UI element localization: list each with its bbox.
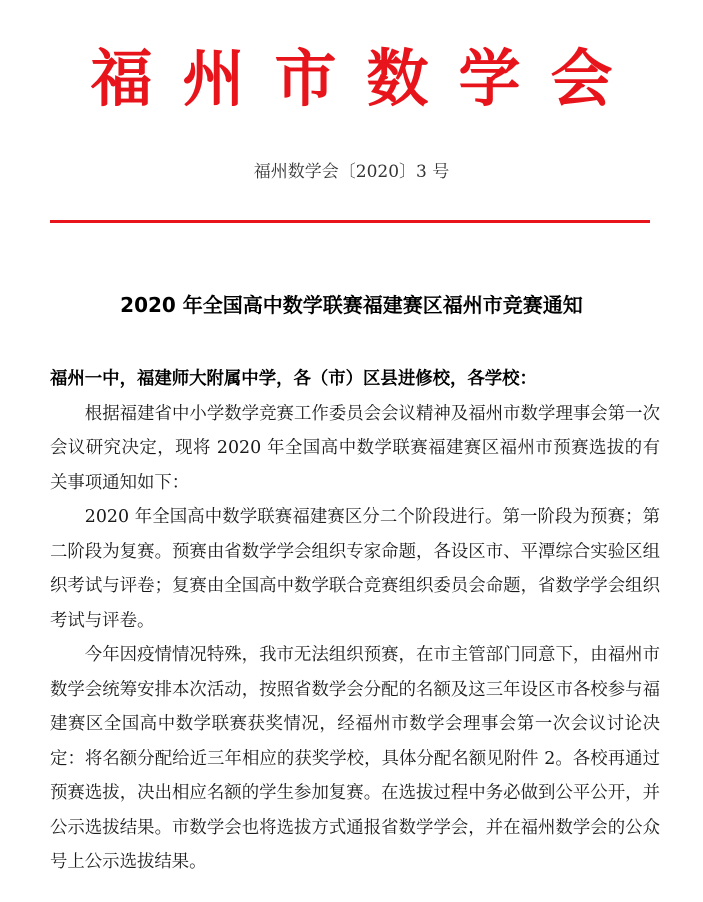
notice-body [50,362,660,880]
addressee-line: 福州一中，福建师大附属中学，各（市）区县进修校，各学校： [50,369,537,389]
org-letterhead: 福州市数学会 [90,42,643,115]
notice-title: 2020 年全国高中数学联赛福建赛区福州市竞赛通知 [120,293,583,317]
letterhead-divider [50,220,650,223]
body-paragraph-2: 2020 年全国高中数学联赛福建赛区分二个阶段进行。第一阶段为预赛；第二阶段为复赛。预赛由省数学学会组织专家命题，各设区市、平潭综合实验区组织考试与评卷；复赛由全国高中数学联合竞赛组织委员会命题，省数学学会组织考试与评卷。 [50,507,660,631]
body-paragraph-1: 根据福建省中小学数学竞赛工作委员会会议精神及福州市数学理事会第一次会议研究决定，现将 2020 年全国高中数学联赛福建赛区福州市预赛选拔的有关事项通知如下： [50,403,660,493]
document-number: 福州数学会〔2020〕3 号 [253,162,450,182]
body-paragraph-3: 今年因疫情情况特殊，我市无法组织预赛，在市主管部门同意下，由福州市数学会统筹安排本次活动，按照省数学会分配的名额及这三年设区市各校参与福建赛区全国高中数学联赛获奖情况，经福州市数学会理事会第一次会议讨论决定：将名额分配给近三年相应的获奖学校，具体分配名额见附件 2。各校再通过预赛选拔，决出相应名额的学生参加复赛。在选拔过程中务必做到公平公开，并公示选拔结果。市数学会也将选拔方式通报省数学学会，并在福州数学会的公众号上公示选拔结果。 [50,645,660,872]
